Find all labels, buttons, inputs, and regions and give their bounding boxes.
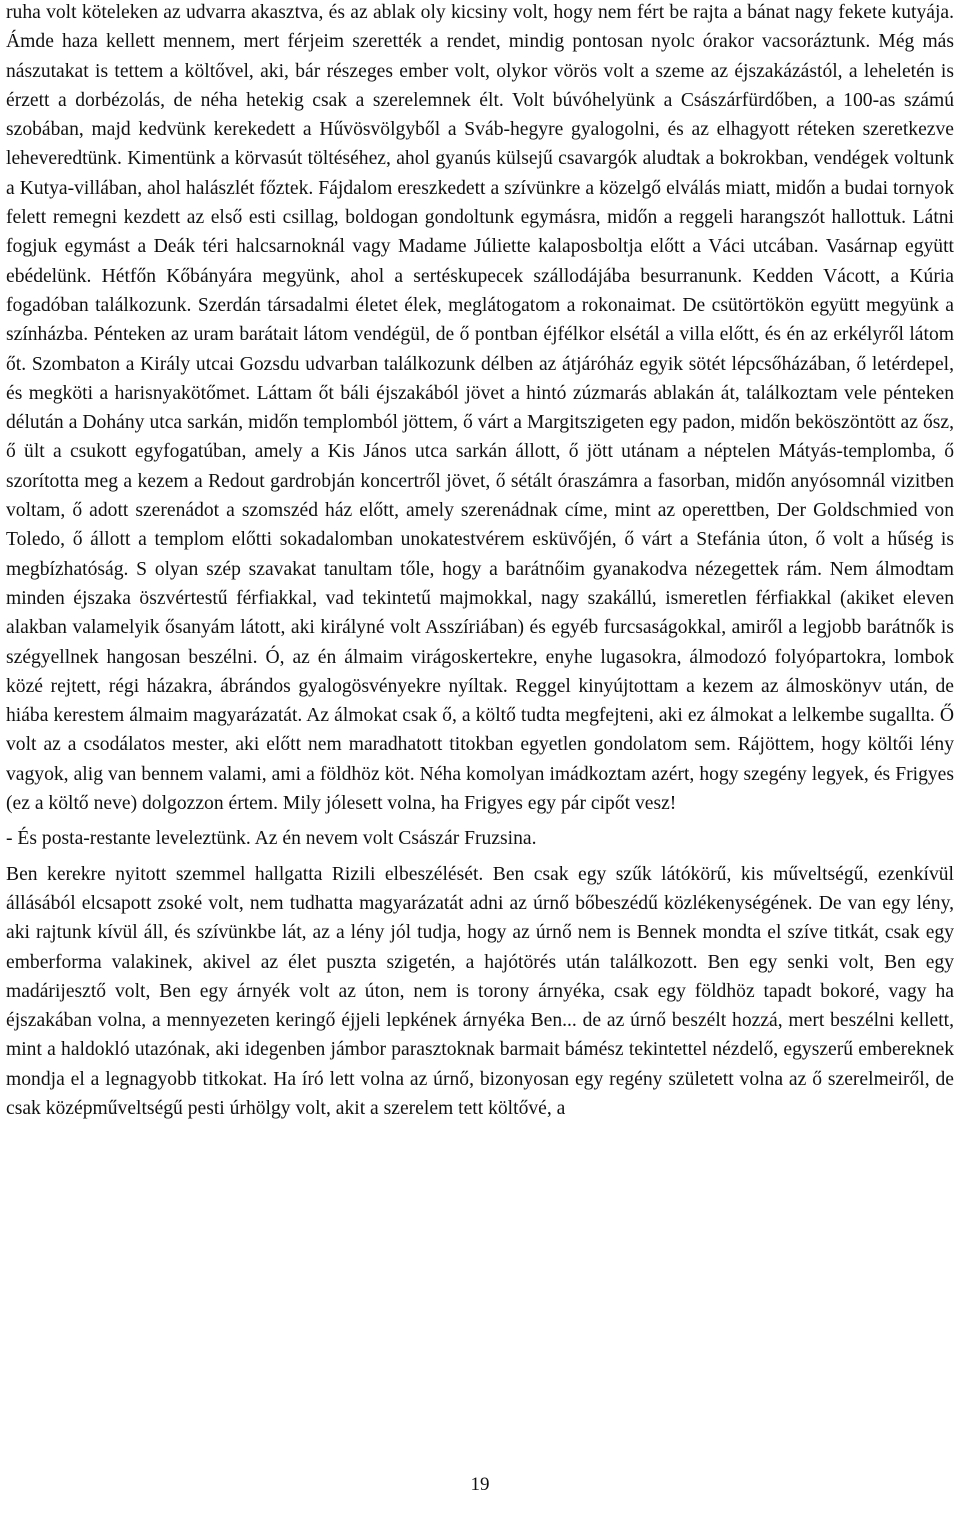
body-paragraph-1: ruha volt köteleken az udvarra akasztva, és az ablak oly kicsiny volt, hogy nem fért be rajta a bánat nagy fekete kutyája. Ámde haza kellett mennem, mert férjeim szerették a rendet, mindig pontosan nyolc órakor vacsoráztunk. Még más nászutakat is tettem a költővel, aki, bár részeges ember volt, olykor vörös volt a szeme az éjszakázástól, a leheletén is érzett a dorbézolás, de néha hetekig csak a szerelemnek élt. Volt búvóhelyünk a Császárfürdőben, a 100-as számú szobában, majd kedvünk kerekedett a Hűvösvölgyből a Sváb-hegyre gyalogolni, és az elhagyott réteken szeretkezve leheveredtünk. Kimentünk a körvasút töltéséhez, ahol gyanús külsejű csavargók aludtak a bokrokban, vendégek voltunk a Kutya-villában, ahol halászlét főztek. Fájdalom ereszkedett a szívünkre a közelgő elválás miatt, midőn a budai tornyok felett remegni kezdett az első esti csillag, boldogan gondoltunk egymásra, midőn a reggeli harangszót hallottuk. Látni fogjuk egymást a Deák téri halcsarnoknál vagy Madame Júliette kalaposboltja előtt a Váci utcában. Vasárnap együtt ebédelünk. Hétfőn Kőbányára megyünk, ahol a sertéskupecek szállodájába besurranunk. Kedden Vácott, a Kúria fogadóban találkozunk. Szerdán társadalmi életet élek, meglátogatom a rokonaimat. De csütörtökön együtt megyünk a színházba. Pénteken az uram barátait látom vendégül, de ő pontban éjfélkor elsétál a villa előtt, és én az erkélyről látom őt. Szombaton a Király utcai Gozsdu udvarban találkozunk délben az átjáróház egyik sötét lépcsőházában, ő letérdepel, és megköti a harisnyakötőmet. Láttam őt báli éjszakából jövet a hintó zúzmarás ablakán át, találkoztam vele pénteken délután a Dohány utca sarkán, midőn templomból jöttem, ő várt a Margitszigeten egy padon, midőn beköszöntött az ősz, ő ült a csukott egyfogatúban, amely a Kis János utca sarkán állott, ő jött utánam a néptelen Mátyás-templomba, ő szorította meg a kezem a Redout gardrobján koncertről jövet, ő sétált óraszámra a fasorban, midőn anyósomnál vizitben voltam, ő adott szerenádot a szomszéd ház előtt, amely szerenádnak címe, mint az operettben, Der Goldschmied von Toledo, ő állott a templom előtti sokadalomban unokatestvérem esküvőjén, ő várt a Stefánia úton, ő volt a hűség is megbízhatóság. S olyan szép szavakat tanultam tőle, hogy a barátnőim gyanakodva nézegettek rám. Nem álmodtam minden éjszaka öszvértestű férfiakkal, vad tekintetű majmokkal, nagy szakállú, ismeretlen férfiakkal (akiket eleven alakban valamelyik ősanyám látott, aki királyné volt Asszíriában) és egyéb furcsaságokkal, amiről a legjobb barátnők is szégyellnek hangosan beszélni. Ó, az én álmaim virágoskertekre, enyhe lugasokra, álmodozó folyópartokra, lombok közé rejtett, régi házakra, ábrándos gyalogösvényekre nyíltak. Reggel kinyújtottam a kezem az álmoskönyv után, de hiába kerestem álmaim magyarázatát. Az álmokat csak ő, a költő tudta megfejteni, aki ez álmokat a lelkembe sugallta. Ő volt az a csodálatos mester, aki előtt nem maradhatott titokban egyetlen gondolatom sem. Rájöttem, hogy költői lény vagyok, alig van bennem valami, ami a földhöz köt. Néha komolyan imádkoztam azért, hogy szegény legyek, és Frigyes (ez a költő neve) dolgozzon értem. Mily jólesett volna, ha Frigyes egy pár cipőt vesz! bbox=[6, 2, 954, 815]
page-number: 19 bbox=[470, 1474, 490, 1495]
dialogue-paragraph: - És posta-restante leveleztünk. Az én nevem volt Császár Fruzsina. bbox=[6, 828, 537, 850]
body-paragraph-3: Ben kerekre nyitott szemmel hallgatta Rizili elbeszélését. Ben csak egy szűk látókörű, kis műveltségű, ezenkívül állásából elcsapott zsoké volt, nem tudhatta magyarázatát adni az úrnő bőbeszédű közlékenységének. De van egy lény, aki rajtunk kívül áll, és szívünkbe lát, az a lény jól tudja, hogy az úrnő nem is Bennek mondta el szíve titkát, csak egy emberforma valakinek, akivel az élet puszta szigetén, a hajótörés után találkozott. Ben egy senki volt, Ben egy madárijesztő volt, Ben egy árnyék volt az úton, nem is torony árnyéka, csak egy földhöz tapadt bokoré, vagy ha éjszakában volna, a mennyezeten keringő éjjeli lepkének árnyéka Ben... de az úrnő beszélt hozzá, mert beszélni kellett, mint a haldokló utazónak, aki idegenben jámbor parasztoknak barmait bámész tekintettel nézdelő, egyszerű embereknek mondja el a legnagyobb titkokat. Ha író lett volna az úrnő, bizonyosan egy regény született volna az ő szerelmeiről, de csak középműveltségű pesti úrhölgy volt, akit a szerelem tett költővé, a bbox=[6, 863, 954, 1119]
document-page bbox=[6, 0, 954, 1123]
